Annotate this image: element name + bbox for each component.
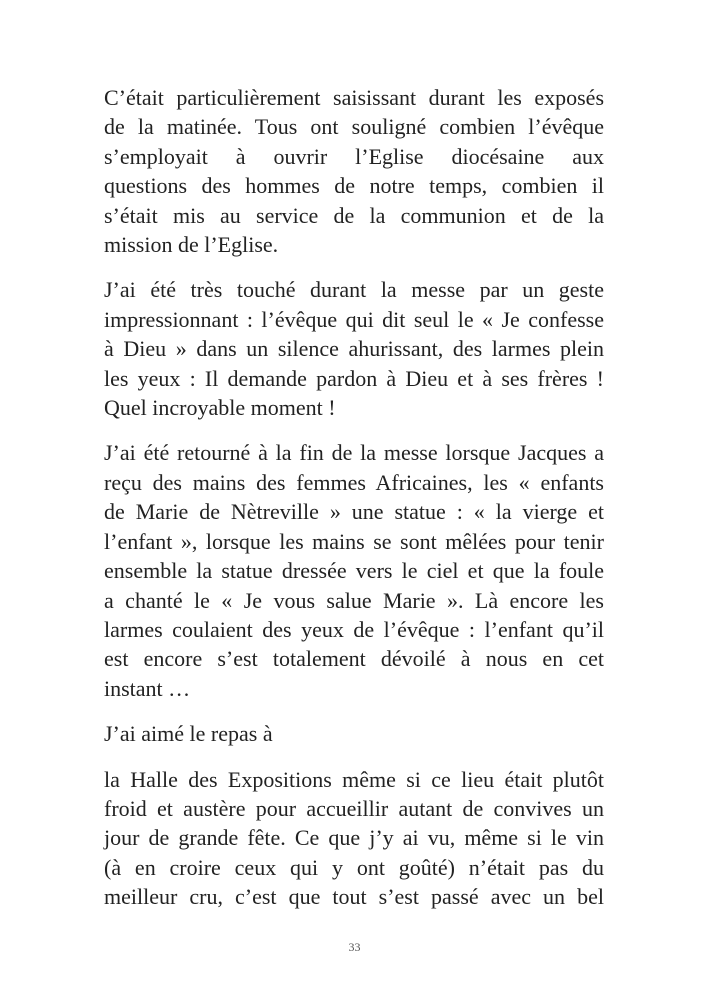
text-line: J’ai été retourné à la fin de la messe lorsque Jacques a xyxy=(104,440,604,466)
paragraph-2 xyxy=(104,275,604,422)
paragraph-5 xyxy=(104,765,604,912)
text-line: reçu des mains des femmes Africaines, les « enfants xyxy=(104,469,604,495)
text-line: meilleur cru, c’est que tout s’est passé avec un bel xyxy=(104,884,604,910)
text-line: froid et austère pour accueillir autant de convives un xyxy=(104,795,604,821)
text-line: C’était particulièrement saisissant durant les exposés xyxy=(104,85,604,110)
text-line: de la matinée. Tous ont souligné combien l’évêque xyxy=(104,114,604,140)
text-line: larmes coulaient des yeux de l’évêque : l’enfant qu’il xyxy=(104,616,604,642)
text-line: les yeux : Il demande pardon à Dieu et à ses frères ! xyxy=(104,365,604,391)
text-line: est encore s’est totalement dévoilé à nous en cet xyxy=(104,646,604,672)
text-line: s’était mis au service de la communion et de la xyxy=(104,202,604,228)
page-number: 33 xyxy=(348,940,361,954)
text-line: J’ai aimé le repas à xyxy=(104,721,273,747)
text-line: jour de grande fête. Ce que j’y ai vu, même si le vin xyxy=(104,825,604,851)
text-line: (à en croire ceux qui y ont goûté) n’était pas du xyxy=(104,854,604,880)
paragraph-4 xyxy=(104,719,604,748)
text-line: la Halle des Expositions même si ce lieu était plutôt xyxy=(104,766,604,792)
text-line: à Dieu » dans un silence ahurissant, des larmes plein xyxy=(104,336,604,362)
text-line: s’employait à ouvrir l’Eglise diocésaine aux xyxy=(104,143,604,169)
text-line: Quel incroyable moment ! xyxy=(104,395,336,421)
text-line: ensemble la statue dressée vers le ciel et que la foule xyxy=(104,558,604,584)
text-line: questions des hommes de notre temps, combien il xyxy=(104,173,604,199)
text-line: J’ai été très touché durant la messe par un geste xyxy=(104,277,604,303)
page-body xyxy=(104,83,604,928)
paragraph-1 xyxy=(104,83,604,259)
text-line: a chanté le « Je vous salue Marie ». Là encore les xyxy=(104,587,604,613)
paragraph-3 xyxy=(104,438,604,703)
text-line: instant … xyxy=(104,675,191,701)
text-line: mission de l’Eglise. xyxy=(104,232,279,258)
text-line: de Marie de Nètreville » une statue : « la vierge et xyxy=(104,499,604,525)
text-line: l’enfant », lorsque les mains se sont mêlées pour tenir xyxy=(104,528,604,554)
text-line: impressionnant : l’évêque qui dit seul le « Je confesse xyxy=(104,306,604,332)
